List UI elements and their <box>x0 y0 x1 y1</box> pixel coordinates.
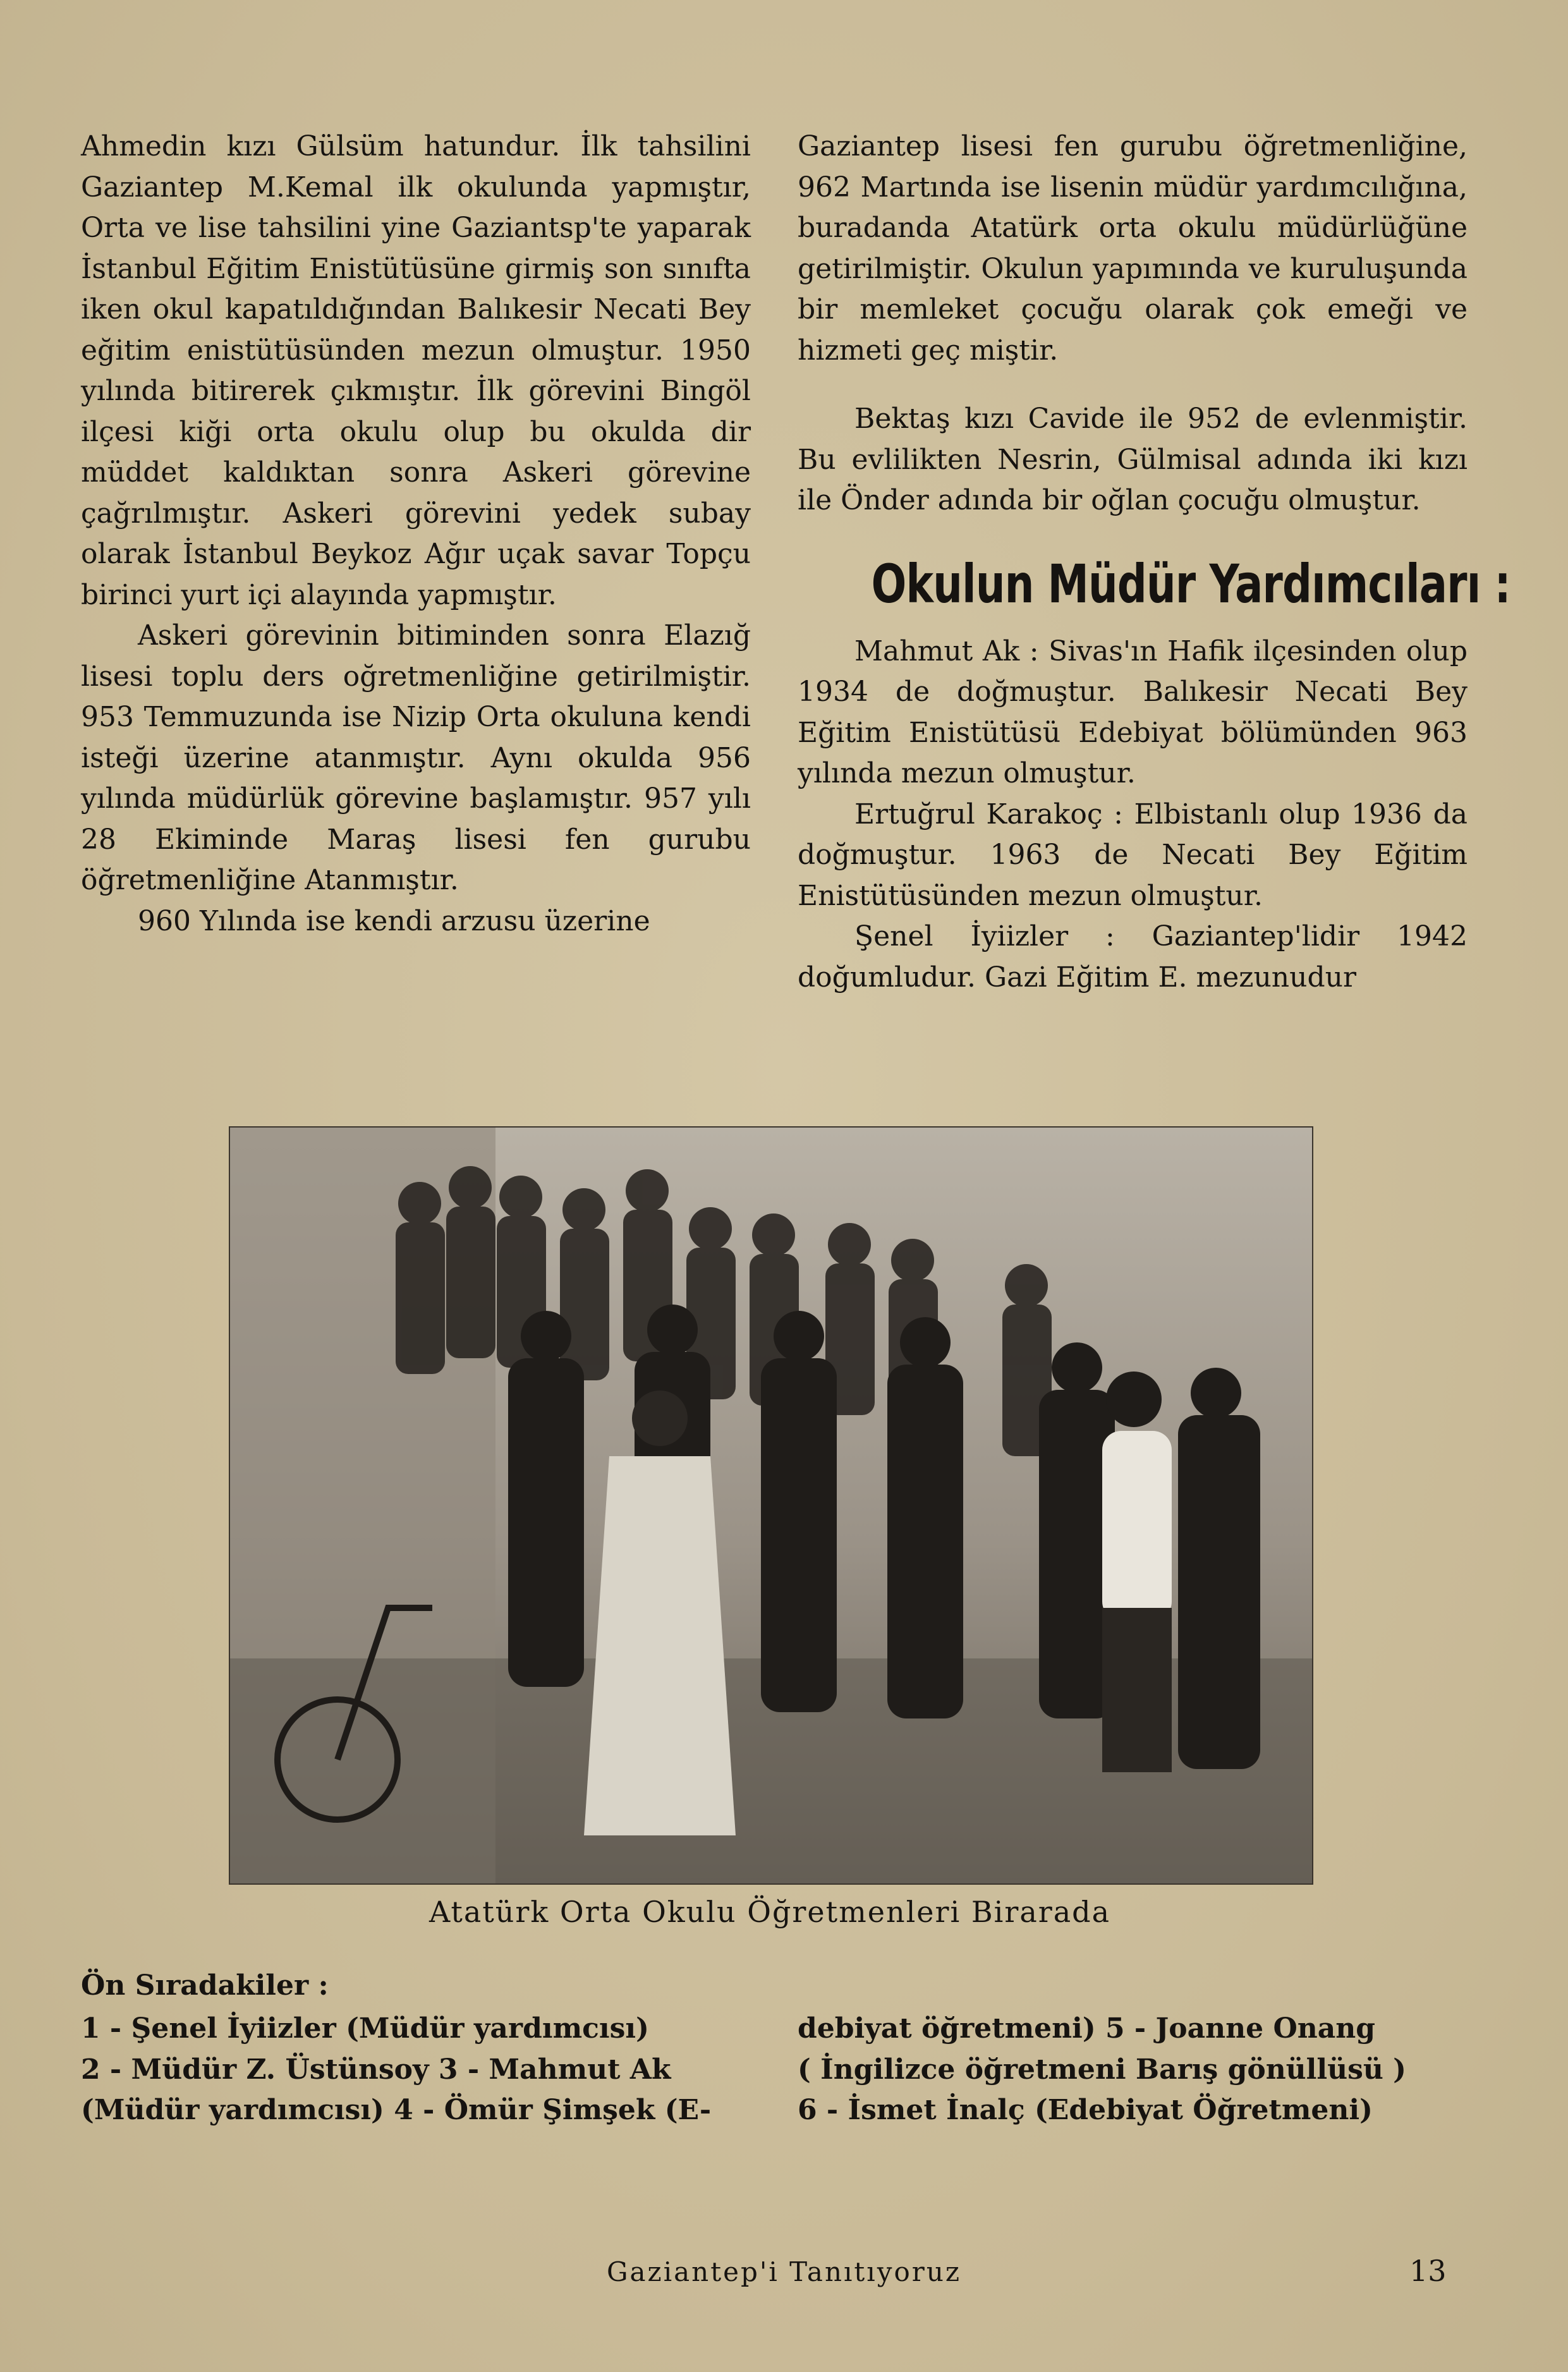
group-photo-illustration <box>230 1128 1312 1883</box>
name-line: 6 - İsmet İnalç (Edebiyat Öğretmeni) <box>798 2094 1373 2126</box>
name-line: (Müdür yardımcısı) 4 - Ömür Şimşek (E- <box>81 2094 712 2126</box>
paragraph: Gaziantep lisesi fen gurubu öğretmenliğine, 962 Martında ise lisenin müdür yardımcılığına, buradanda Atatürk orta okulu müdürlüğüne getirilmiştir. Okulun yapımında ve kuruluşunda bir memleket çocuğu olarak çok emeği ve hizmeti geç miştir. <box>798 130 1468 367</box>
paragraph: Mahmut Ak : Sivas'ın Hafik ilçesinden olup 1934 de doğmuştur. Balıkesir Necati Bey Eğitim Enistütüsü Edebiyat bölümünden 963 yılında mezun olmuştur. <box>798 635 1468 789</box>
photo-caption: Atatürk Orta Okulu Öğretmenleri Birarada <box>428 1895 1111 1929</box>
paragraph: Bektaş kızı Cavide ile 952 de evlenmiştir. Bu evlilikten Nesrin, Gülmisal adında iki kızı ile Önder adında bir oğlan çocuğu olmuştur. <box>798 403 1468 516</box>
paragraph: Ahmedin kızı Gülsüm hatundur. İlk tahsilini Gaziantep M.Kemal ilk okulunda yapmıştır, Orta ve lise tahsilini yine Gaziantsp'te yaparak İstanbul Eğitim Enistütüsüne girmiş son sınıfta iken okul kapatıldığından Balıkesir Necati Bey eğitim enistütüsünden mezun olmuştur. 1950 yılında bitirerek çıkmıştır. İlk görevini Bingöl ilçesi kiği orta okulu olup bu okulda dir müddet kaldıktan sonra Askeri görevine çağrılmıştır. Askeri görevini yedek subay olarak İstanbul Beykoz Ağır uçak savar Topçu birinci yurt içi alayında yapmıştır. <box>81 130 751 611</box>
right-text-column <box>798 126 1510 998</box>
name-line: 1 - Şenel İyiizler (Müdür yardımcısı) <box>81 2012 649 2045</box>
front-row-names-left <box>81 2009 751 2131</box>
section-heading: Okulun Müdür Yardımcıları : <box>871 552 1510 615</box>
page-number: 13 <box>1409 2254 1447 2288</box>
name-line: ( İngilizce öğretmeni Barış gönüllüsü ) <box>798 2053 1406 2086</box>
paragraph: Şenel İyiizler : Gaziantep'lidir 1942 doğumludur. Gazi Eğitim E. mezunudur <box>798 920 1468 994</box>
paragraph: 960 Yılında ise kendi arzusu üzerine <box>138 904 650 937</box>
paragraph: Askeri görevinin bitiminden sonra Elazığ lisesi toplu ders oğretmenliğine getirilmiştir. 953 Temmuzunda ise Nizip Orta okuluna kendi isteği üzerine atanmıştır. Aynı okulda 956 yılında müdürlük görevine başlamıştır. 957 yılı 28 Ekiminde Maraş lisesi fen gurubu öğretmenliğine Atanmıştır. <box>81 619 751 896</box>
name-line: debiyat öğretmeni) 5 - Joanne Onang <box>798 2012 1376 2045</box>
group-photo <box>229 1126 1313 1885</box>
front-row-title: Ön Sıradakiler : <box>81 1969 329 2002</box>
name-line: 2 - Müdür Z. Üstünsoy 3 - Mahmut Ak <box>81 2053 671 2086</box>
left-text-column <box>81 126 751 942</box>
front-row-names-right <box>798 2009 1468 2131</box>
publication-footer: Gaziantep'i Tanıtıyoruz <box>606 2256 962 2287</box>
paragraph: Ertuğrul Karakoç : Elbistanlı olup 1936 da doğmuştur. 1963 de Necati Bey Eğitim Enistütüsünden mezun olmuştur. <box>798 798 1468 912</box>
